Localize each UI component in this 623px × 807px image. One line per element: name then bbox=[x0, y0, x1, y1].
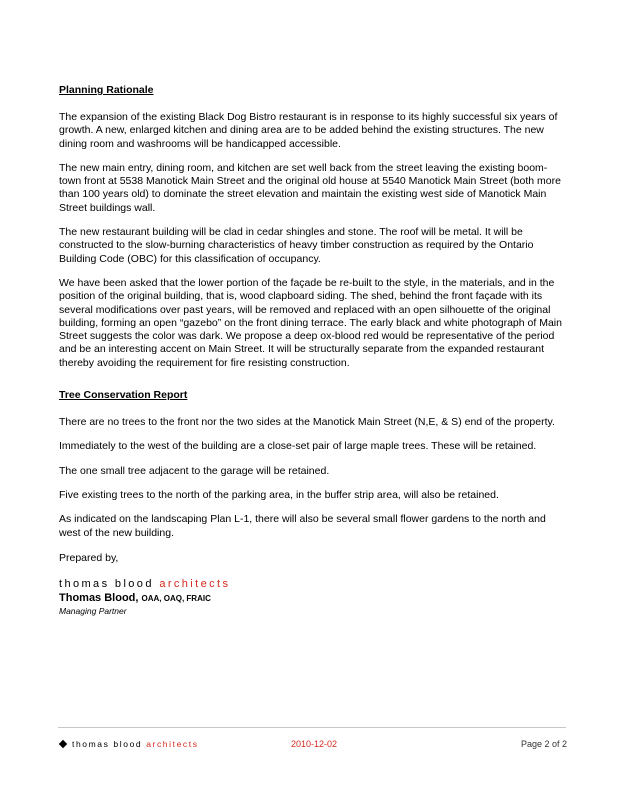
tree-paragraph-2: Immediately to the west of the building are a close-set pair of large maple trees. These will be retained. bbox=[59, 440, 537, 453]
planning-paragraph-4: We have been asked that the lower portion of the façade be re-built to the style, in the materials, and in the position of the original building, that is, wood clapboard siding. The shed, behind the front façade with its several modifications over past years, will be removed and replaced with an open silhouette of the original building, forming an open “gazebo” on the front dining terrace. The early black and white photograph of Main Street suggests the color was dark. We propose a deep ox-blood red would be representative of the period and be an interesting accent on Main Street. It will be structurally separate from the expanded restaurant thereby avoiding the requirement for fire resisting construction. bbox=[59, 276, 562, 369]
tree-paragraph-1: There are no trees to the front nor the two sides at the Manotick Main Street (N,E, & S) end of the property. bbox=[59, 416, 555, 429]
tree-paragraph-3: The one small tree adjacent to the garage will be retained. bbox=[59, 464, 330, 477]
tree-paragraph-5: As indicated on the landscaping Plan L-1, there will also be several small flower gardens to the north and west of the new building. bbox=[59, 513, 546, 539]
footer-date: 2010-12-02 bbox=[291, 739, 338, 749]
planning-paragraph-3: The new restaurant building will be clad in cedar shingles and stone. The roof will be metal. It will be constructed to the slow-burning characteristics of heavy timber construction as required by the Ontario Building Code (OBC) for this classification of occupancy. bbox=[59, 226, 534, 265]
tree-paragraph-4: Five existing trees to the north of the parking area, in the buffer strip area, will also be retained. bbox=[59, 488, 499, 501]
document-body bbox=[59, 84, 569, 617]
planning-paragraph-1: The expansion of the existing Black Dog Bistro restaurant is in response to its highly successful six years of growth. A new, enlarged kitchen and dining area are to be added behind the existing structures. The new dining room and washrooms will be handicapped accessible. bbox=[59, 111, 558, 150]
signature-logo-black: thomas blood bbox=[59, 577, 160, 590]
footer-logo bbox=[58, 738, 199, 750]
signatory-name: Thomas Blood, bbox=[59, 591, 139, 604]
tree-conservation-heading: Tree Conservation Report bbox=[59, 389, 188, 402]
signatory-credentials: OAA, OAQ, FRAIC bbox=[141, 593, 211, 603]
planning-paragraph-2: The new main entry, dining room, and kitchen are set well back from the street leaving the existing boom-town front at 5538 Manotick Main Street and the original old house at 5540 Manotick Main Street (both more than 100 years old) to dominate the street elevation and maintain the existing west side of Manotick Main Street buildings wall. bbox=[59, 161, 561, 214]
footer-logo-black: thomas blood bbox=[72, 739, 147, 749]
prepared-by: Prepared by, bbox=[59, 551, 119, 564]
footer-logo-red: architects bbox=[146, 739, 199, 749]
signatory-title: Managing Partner bbox=[59, 605, 127, 616]
section-spacer bbox=[59, 381, 569, 389]
signature-logo-red: architects bbox=[159, 577, 231, 590]
signatory-name-line bbox=[59, 592, 569, 605]
page-footer bbox=[58, 738, 568, 752]
footer-page-number: Page 2 of 2 bbox=[520, 739, 567, 749]
signature-firm-logo bbox=[59, 578, 569, 591]
planning-rationale-heading: Planning Rationale bbox=[59, 84, 154, 96]
footer-divider bbox=[58, 727, 566, 728]
diamond-icon bbox=[59, 740, 67, 748]
